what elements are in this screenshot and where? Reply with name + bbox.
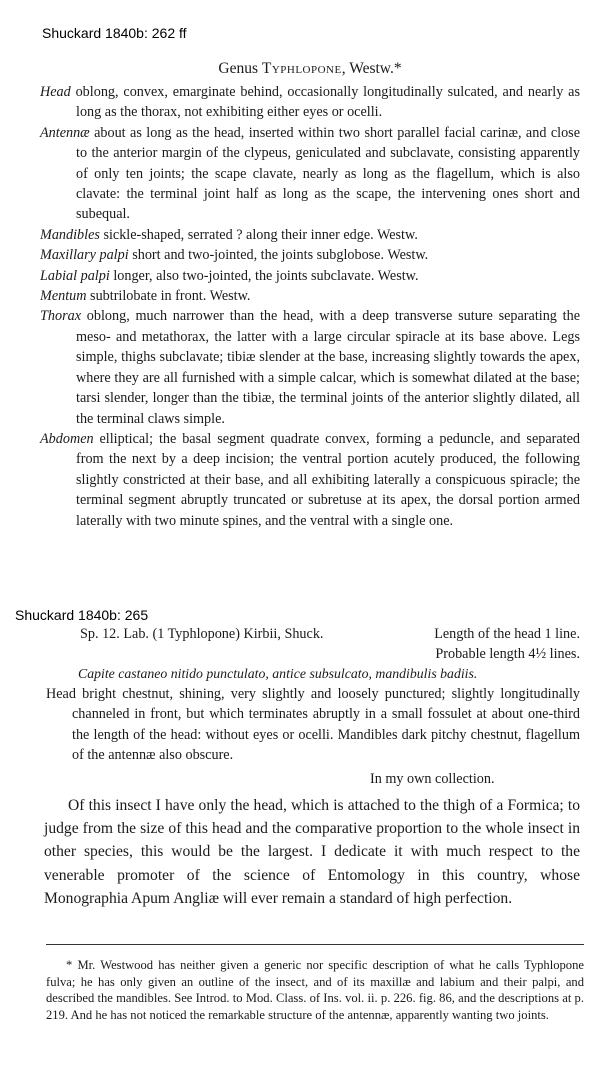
page-reference-262: Shuckard 1840b: 262 ff <box>42 25 187 41</box>
entry-text: sickle-shaped, serrated ? along their inner edge. Westw. <box>99 226 418 243</box>
entry-label: Mandibles <box>40 226 100 243</box>
entry-text: subtrilobate in front. Westw. <box>86 288 251 305</box>
entry-label: Mentum <box>40 288 87 305</box>
entry-mentum <box>40 286 580 306</box>
species-heading <box>40 624 580 644</box>
head-length: Length of the head 1 line. <box>434 626 580 642</box>
footnote-text: * Mr. Westwood has neither given a generic nor specific description of what he calls Typhlopone fulva; he has only given an outline of the insect, and of its maxillæ and labium and their palpi, and described the mandibles. See Introd. to Mod. Class. of Ins. vol. ii. p. 226. fig. 86, and the descriptions at p. 219. And he has not noticed the remarkable structure of the antennæ, apparently wanting two joints. <box>46 958 584 1022</box>
species-section <box>40 624 580 911</box>
entry-label: Labial palpi <box>40 267 110 284</box>
genus-title-suffix: , Westw.* <box>341 60 402 77</box>
entry-text: short and two-jointed, the joints subglobose. Westw. <box>128 247 429 264</box>
entry-label: Maxillary palpi <box>40 247 129 264</box>
probable-length: Probable length 4½ lines. <box>435 646 580 662</box>
genus-title-name: Typhlopone <box>261 60 342 77</box>
entry-text: longer, also two-jointed, the joints subclavate. Westw. <box>109 267 419 284</box>
entry-labial-palpi <box>40 266 580 286</box>
entry-mandibles <box>40 225 580 245</box>
entry-abdomen <box>40 429 580 531</box>
entry-thorax <box>40 306 580 428</box>
entry-label: Antennæ <box>40 124 90 141</box>
entry-text: about as long as the head, inserted within two short parallel facial carinæ, and close to the anterior margin of the clypeus, geniculated and subclavate, consisting apparently of only ten joints; the scape clavate, nearly as long as the flagellum, which is also clavate: the terminal joint half as long as the scape, the intervening ones short and subequal. <box>76 124 580 223</box>
footnote-section <box>46 957 584 1023</box>
entry-label: Thorax <box>40 308 81 325</box>
footnote-divider <box>46 944 584 945</box>
species-paragraph: Of this insect I have only the head, which is attached to the thigh of a Formica; to judge from the size of this head and the comparative proportion to the whole insect in other species, this would be the largest. I dedicate it with much respect to the venerable promoter of the science of Entomology in this country, whose Monographia Apum Angliæ will ever remain a standard of high perfection. <box>44 796 580 908</box>
entry-text: oblong, convex, emarginate behind, occasionally longitudinally sulcated, and nearly as long as the thorax, not exhibiting either eyes or ocelli. <box>70 84 580 121</box>
entry-text: elliptical; the basal segment quadrate convex, forming a peduncle, and separated from the next by a deep incision; the ventral portion acutely produced, the following slightly constricted at their base, and all exhibiting laterally a conspicuous spiracle; the terminal segment abruptly truncated or subretuse at its apex, the dorsal portion armed laterally with two minute spines, and the ventral with a single one. <box>76 430 580 529</box>
entry-label: Head <box>40 84 71 100</box>
latin-diagnosis: Capite castaneo nitido punctulato, antice subsulcato, mandibulis badiis. <box>78 666 478 681</box>
genus-title-prefix: Genus <box>218 60 262 77</box>
genus-title <box>40 60 580 78</box>
collection-note: In my own collection. <box>370 770 495 787</box>
entry-antennae <box>40 123 580 225</box>
entry-label: Abdomen <box>40 430 94 447</box>
entry-head <box>40 82 580 123</box>
species-description: Head bright chestnut, shining, very slightly and loosely punctured; slightly longitudinally channeled in front, but which terminates abruptly in a small fossulet at about one-third the length of the head: without eyes or ocelli. Mandibles dark pitchy chestnut, flagellum of the antennæ also obscure. <box>46 686 580 764</box>
species-name: Sp. 12. Lab. (1 Typhlopone) Kirbii, Shuck. <box>80 626 324 642</box>
entry-maxillary-palpi <box>40 245 580 265</box>
entry-text: oblong, much narrower than the head, with a deep transverse suture separating the meso- and metathorax, the latter with a large circular spiracle at its base above. Legs simple, thighs subclavate; tibiæ slender at the base, increasing slightly towards the apex, where they are all furnished with a simple calcar, which is somewhat dilated at the base; tarsi slender, longer than the tibiæ, the terminal joints of the anterior slightly dilated, all the terminal claws simple. <box>76 308 580 427</box>
page-reference-265: Shuckard 1840b: 265 <box>15 607 149 623</box>
genus-section <box>40 60 580 531</box>
